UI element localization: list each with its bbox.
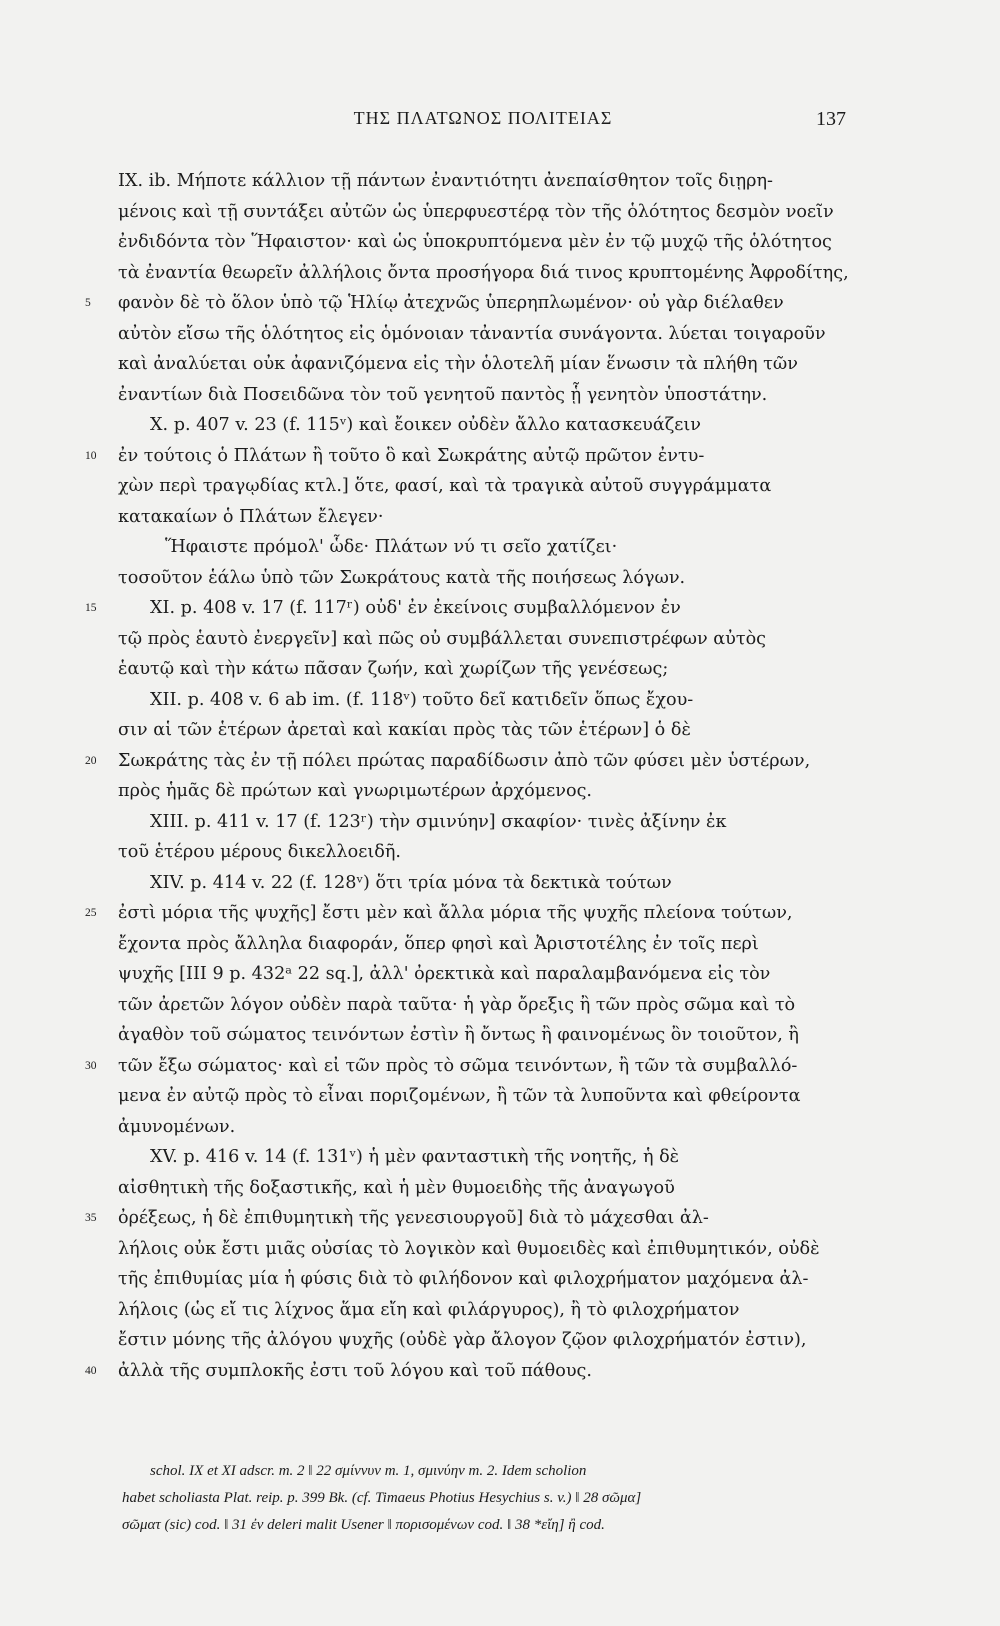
text-line <box>0 166 1000 197</box>
text-line <box>0 654 1000 685</box>
line-text: αὐτὸν εἴσω τῆς ὁλότητος εἰς ὁμόνοιαν τἀναντία συνάγοντα. λύεται τοιγαροῦν <box>118 323 826 344</box>
text-line <box>0 685 1000 716</box>
text-line <box>0 1356 1000 1387</box>
critical-apparatus <box>122 1458 862 1539</box>
text-line <box>0 868 1000 899</box>
text-line <box>0 776 1000 807</box>
line-text: ἐνδιδόντα τὸν Ἥφαιστον· καὶ ὡς ὑποκρυπτόμενα μὲν ἐν τῷ μυχῷ τῆς ὁλότητος <box>118 232 832 252</box>
text-line <box>0 441 1000 472</box>
text-line <box>0 746 1000 777</box>
text-line <box>0 227 1000 258</box>
text-line <box>0 1295 1000 1326</box>
text-line <box>0 197 1000 228</box>
text-line <box>0 929 1000 960</box>
line-text: XII. p. 408 v. 6 ab im. (f. 118ᵛ) τοῦτο δεῖ κατιδεῖν ὅπως ἔχου- <box>150 689 694 710</box>
line-text: τῆς ἐπιθυμίας μία ἡ φύσις διὰ τὸ φιλήδονον καὶ φιλοχρήματον μαχόμενα ἀλ- <box>118 1269 809 1289</box>
line-text: λήλοις οὐκ ἔστι μιᾶς οὐσίας τὸ λογικὸν καὶ θυμοειδὲς καὶ ἐπιθυμητικόν, οὐδὲ <box>118 1238 820 1259</box>
text-line <box>0 1020 1000 1051</box>
text-line <box>0 1264 1000 1295</box>
line-text: μενα ἐν αὐτῷ πρὸς τὸ εἶναι ποριζομένων, ἢ τῶν τὰ λυποῦντα καὶ φθείροντα <box>118 1086 801 1106</box>
line-text: ἐστὶ μόρια τῆς ψυχῆς] ἔστι μὲν καὶ ἄλλα μόρια τῆς ψυχῆς πλείονα τούτων, <box>118 903 793 923</box>
line-number: 10 <box>85 449 97 462</box>
text-line <box>0 837 1000 868</box>
line-text: σιν αἱ τῶν ἑτέρων ἀρεταὶ καὶ κακίαι πρὸς τὰς τῶν ἑτέρων] ὁ δὲ <box>118 720 691 740</box>
apparatus-line: schol. IX et XI adscr. m. 2 ‖ 22 σμίννυν m. 1, σμινύην m. 2. Idem scholion <box>150 1463 587 1479</box>
text-line <box>0 1081 1000 1112</box>
line-text: καὶ ἀναλύεται οὐκ ἀφανιζόμενα εἰς τὴν ὁλοτελῆ μίαν ἕνωσιν τὰ πλήθη τῶν <box>118 354 798 374</box>
text-line <box>0 1142 1000 1173</box>
text-line <box>0 380 1000 411</box>
text-line <box>0 1112 1000 1143</box>
line-text: τῶν ἀρετῶν λόγον οὐδὲν παρὰ ταῦτα· ἡ γὰρ ὄρεξις ἢ τῶν πρὸς σῶμα καὶ τὸ <box>118 994 796 1015</box>
text-line <box>0 532 1000 563</box>
line-text: IX. ib. Μήποτε κάλλιον τῇ πάντων ἐναντιότητι ἀνεπαίσθητον τοῖς διῃρη- <box>118 171 773 191</box>
line-text: τῷ πρὸς ἑαυτὸ ἐνεργεῖν] καὶ πῶς οὐ συμβάλλεται συνεπιστρέφων αὐτὸς <box>118 628 767 649</box>
line-text: φανὸν δὲ τὸ ὅλον ὑπὸ τῷ Ἡλίῳ ἀτεχνῶς ὑπερηπλωμένον· οὐ γὰρ διέλαθεν <box>118 293 784 313</box>
text-line <box>0 502 1000 533</box>
line-text: ἔστιν μόνης τῆς ἀλόγου ψυχῆς (οὐδὲ γὰρ ἄλογον ζῷον φιλοχρήματόν ἐστιν), <box>118 1330 807 1350</box>
line-text: XIII. p. 411 v. 17 (f. 123ʳ) τὴν σμινύην] σκαφίον· τινὲς ἀξίνην ἐκ <box>150 811 727 832</box>
line-text: τὰ ἐναντία θεωρεῖν ἀλλήλοις ὄντα προσήγορα διά τινος κρυπτομένης Ἀφροδίτης, <box>118 262 849 283</box>
line-text: X. p. 407 v. 23 (f. 115ᵛ) καὶ ἔοικεν οὐδὲν ἄλλο κατασκευάζειν <box>150 415 701 435</box>
page-number: 137 <box>816 108 846 130</box>
line-text: ἀμυνομένων. <box>118 1116 236 1137</box>
line-number: 35 <box>85 1212 97 1224</box>
line-text: κατακαίων ὁ Πλάτων ἔλεγεν· <box>118 506 384 527</box>
text-line <box>0 1203 1000 1234</box>
running-title: ΤΗΣ ΠΛΑΤΩΝΟΣ ΠΟΛΙΤΕΙΑΣ <box>353 108 613 128</box>
line-text: ἐν τούτοις ὁ Πλάτων ἢ τοῦτο ὃ καὶ Σωκράτης αὐτῷ πρῶτον ἐντυ- <box>118 445 705 466</box>
line-text: τῶν ἔξω σώματος· καὶ εἰ τῶν πρὸς τὸ σῶμα τεινόντων, ἢ τῶν τὰ συμβαλλό- <box>118 1055 798 1076</box>
text-line <box>0 563 1000 594</box>
line-text: ἑαυτῷ καὶ τὴν κάτω πᾶσαν ζωήν, καὶ χωρίζων τῆς γενέσεως; <box>118 659 669 679</box>
text-line <box>0 410 1000 441</box>
line-number: 30 <box>85 1059 97 1072</box>
text-line <box>0 1234 1000 1265</box>
line-text: λήλοις (ὡς εἴ τις λίχνος ἅμα εἴη καὶ φιλάργυρος), ἢ τὸ φιλοχρήματον <box>118 1299 740 1320</box>
text-line <box>0 593 1000 624</box>
line-text: Σωκράτης τὰς ἐν τῇ πόλει πρώτας παραδίδωσιν ἀπὸ τῶν φύσει μὲν ὑστέρων, <box>118 750 811 771</box>
line-text: ψυχῆς [III 9 p. 432ᵃ 22 sq.], ἀλλ' ὀρεκτικὰ καὶ παραλαμβανόμενα εἰς τὸν <box>118 964 771 984</box>
line-text: ἀλλὰ τῆς συμπλοκῆς ἐστι τοῦ λόγου καὶ τοῦ πάθους. <box>118 1360 592 1381</box>
text-line <box>0 898 1000 929</box>
text-line <box>0 959 1000 990</box>
text-line <box>0 715 1000 746</box>
text-line <box>0 471 1000 502</box>
line-number: 15 <box>85 602 97 614</box>
text-line <box>0 258 1000 289</box>
line-text: XV. p. 416 v. 14 (f. 131ᵛ) ἡ μὲν φανταστικὴ τῆς νοητῆς, ἡ δὲ <box>150 1147 680 1167</box>
line-text: ὀρέξεως, ἡ δὲ ἐπιθυμητικὴ τῆς γενεσιουργοῦ] διὰ τὸ μάχεσθαι ἀλ- <box>118 1208 709 1228</box>
text-line <box>0 1325 1000 1356</box>
line-text: πρὸς ἡμᾶς δὲ πρώτων καὶ γνωριμωτέρων ἀρχόμενος. <box>118 781 593 801</box>
line-text: ἔχοντα πρὸς ἄλληλα διαφοράν, ὅπερ φησὶ καὶ Ἀριστοτέλης ἐν τοῖς περὶ <box>118 933 759 954</box>
text-line <box>0 624 1000 655</box>
text-line <box>0 1051 1000 1082</box>
line-text: ἀγαθὸν τοῦ σώματος τεινόντων ἐστὶν ἢ ὄντως ἢ φαινομένως ὂν τοιοῦτον, ἢ <box>118 1025 799 1045</box>
text-line <box>0 990 1000 1021</box>
line-number: 5 <box>85 297 91 309</box>
apparatus-line: habet scholiasta Plat. reip. p. 399 Bk. (cf. Timaeus Photius Hesychius s. v.) ‖ 28 σῶμα] <box>122 1490 642 1506</box>
line-number: 20 <box>85 754 97 767</box>
text-line <box>0 349 1000 380</box>
line-number: 25 <box>85 907 97 919</box>
text-line <box>0 319 1000 350</box>
line-text: Ἥφαιστε πρόμολ' ὧδε· Πλάτων νύ τι σεῖο χατίζει· <box>165 537 618 557</box>
line-text: αἰσθητικὴ τῆς δοξαστικῆς, καὶ ἡ μὲν θυμοειδὴς τῆς ἀναγωγοῦ <box>118 1177 675 1198</box>
line-text: ἐναντίων διὰ Ποσειδῶνα τὸν τοῦ γενητοῦ παντὸς ᾗ γενητὸν ὑποστάτην. <box>118 384 768 405</box>
line-text: XI. p. 408 v. 17 (f. 117ʳ) οὐδ' ἐν ἐκείνοις συμβαλλόμενον ἐν <box>150 598 681 618</box>
running-header <box>120 108 846 138</box>
main-text <box>0 166 1000 1386</box>
line-text: τοῦ ἑτέρου μέρους δικελλοειδῆ. <box>118 842 401 862</box>
text-line <box>0 1173 1000 1204</box>
line-text: τοσοῦτον ἑάλω ὑπὸ τῶν Σωκράτους κατὰ τῆς ποιήσεως λόγων. <box>118 567 686 588</box>
apparatus-line: σῶματ (sic) cod. ‖ 31 ἐν deleri malit Usener ‖ πορισομένων cod. ‖ 38 *εἴη] ἢ cod. <box>122 1517 605 1533</box>
line-number: 40 <box>85 1364 97 1377</box>
line-text: XIV. p. 414 v. 22 (f. 128ᵛ) ὅτι τρία μόνα τὰ δεκτικὰ τούτων <box>150 872 672 893</box>
line-text: χὼν περὶ τραγῳδίας κτλ.] ὅτε, φασί, καὶ τὰ τραγικὰ αὐτοῦ συγγράμματα <box>118 476 772 496</box>
text-line <box>0 288 1000 319</box>
line-text: μένοις καὶ τῇ συντάξει αὐτῶν ὡς ὑπερφυεστέρᾳ τὸν τῆς ὁλότητος δεσμὸν νοεῖν <box>118 201 834 222</box>
text-line <box>0 807 1000 838</box>
